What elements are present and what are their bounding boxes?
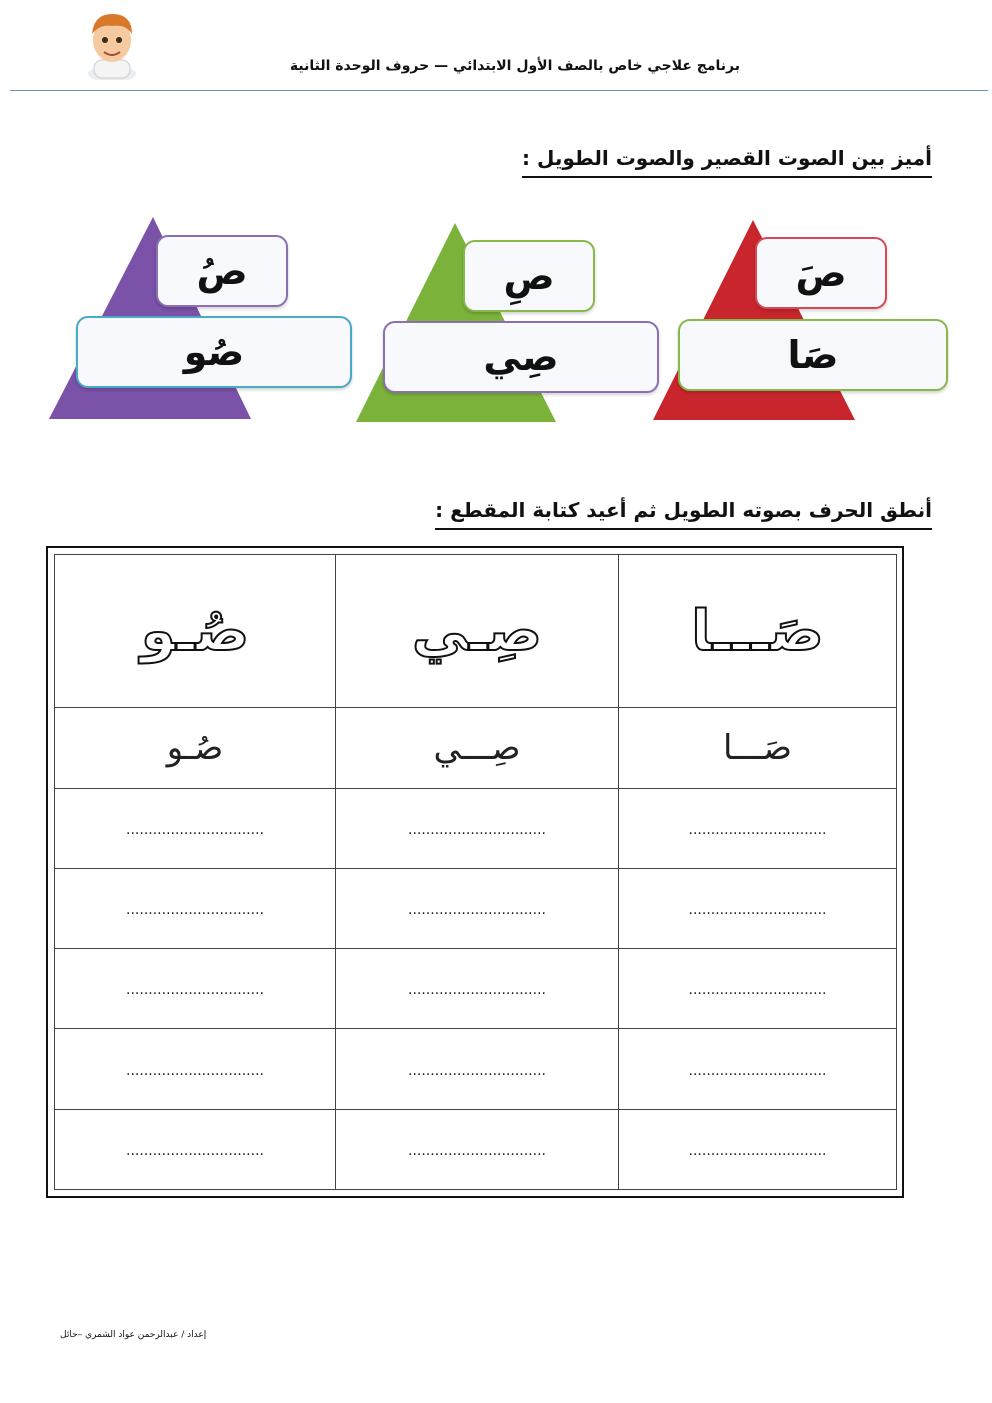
writing-blank[interactable] (619, 868, 897, 948)
page-header-title: برنامج علاجي خاص بالصف الأول الابتدائي — حروف الوحدة الثانية (289, 58, 740, 74)
dotted-line: ............................... (688, 902, 827, 919)
dotted-line: ............................... (126, 821, 264, 838)
author-credit: إعداد / عبدالرحمن عواد الشمري –حائل (60, 1330, 207, 1340)
table-row-blank (55, 1109, 897, 1189)
dotted-line: ............................... (408, 1062, 546, 1079)
dotted-line: ............................... (126, 1142, 264, 1159)
writing-blank[interactable] (55, 788, 336, 868)
dotted-line: ............................... (688, 1062, 827, 1079)
model-syllable: صُـو (166, 728, 224, 769)
model-syllable: صِـــي (433, 728, 521, 769)
dotted-line: ............................... (408, 1142, 546, 1159)
outlined-syllable: صِـي (412, 598, 542, 664)
table-row-model-syllables (55, 708, 897, 788)
table-cell (55, 708, 336, 788)
section1-title: أميز بين الصوت القصير والصوت الطويل : (522, 146, 932, 178)
dotted-line: ............................... (126, 1062, 264, 1079)
writing-blank[interactable] (55, 949, 336, 1029)
syllable-group-damma (46, 214, 356, 424)
long-syllable-card (76, 316, 352, 388)
dotted-line: ............................... (126, 902, 264, 919)
table-cell (619, 708, 897, 788)
writing-blank[interactable] (336, 1109, 619, 1189)
model-syllable: صَـــا (722, 728, 793, 769)
short-syllable-text: صِ (503, 254, 555, 298)
writing-blank[interactable] (619, 1029, 897, 1109)
table-row-blank (55, 788, 897, 868)
long-syllable-text: صَا (787, 333, 839, 377)
writing-blank[interactable] (336, 868, 619, 948)
table-cell (336, 555, 619, 708)
section2-title: أنطق الحرف بصوته الطويل ثم أعيد كتابة المقطع : (435, 498, 932, 530)
long-syllable-text: صُو (183, 330, 245, 374)
writing-blank[interactable] (619, 1109, 897, 1189)
table-row-blank (55, 868, 897, 948)
table-row-blank (55, 1029, 897, 1109)
syllable-group-fatha (650, 215, 950, 425)
writing-blank[interactable] (55, 1029, 336, 1109)
writing-blank[interactable] (619, 788, 897, 868)
boy-avatar-icon (80, 8, 144, 80)
dotted-line: ............................... (688, 1142, 827, 1159)
table-cell (55, 555, 336, 708)
dotted-line: ............................... (126, 982, 264, 999)
writing-blank[interactable] (55, 1109, 336, 1189)
long-syllable-text: صِي (483, 335, 559, 379)
short-syllable-card (156, 235, 288, 307)
outlined-syllable: صُـو (140, 598, 250, 664)
long-syllable-card (383, 321, 659, 393)
header-divider (10, 90, 988, 91)
dotted-line: ............................... (408, 982, 546, 999)
writing-blank[interactable] (55, 868, 336, 948)
worksheet-table (54, 554, 897, 1190)
outlined-syllable: صَـــا (691, 598, 824, 664)
dotted-line: ............................... (688, 821, 827, 838)
syllable-group-kasra (353, 215, 663, 427)
table-cell (336, 708, 619, 788)
writing-blank[interactable] (619, 949, 897, 1029)
dotted-line: ............................... (408, 821, 546, 838)
writing-blank[interactable] (336, 1029, 619, 1109)
writing-blank[interactable] (336, 788, 619, 868)
short-syllable-text: صُ (196, 249, 248, 293)
table-row-blank (55, 949, 897, 1029)
table-cell (619, 555, 897, 708)
writing-blank[interactable] (336, 949, 619, 1029)
short-syllable-card (755, 237, 887, 309)
short-syllable-card (463, 240, 595, 312)
short-syllable-text: صَ (795, 251, 847, 295)
dotted-line: ............................... (408, 902, 546, 919)
dotted-line: ............................... (688, 982, 827, 999)
table-row-big-syllables (55, 555, 897, 708)
long-syllable-card (678, 319, 948, 391)
